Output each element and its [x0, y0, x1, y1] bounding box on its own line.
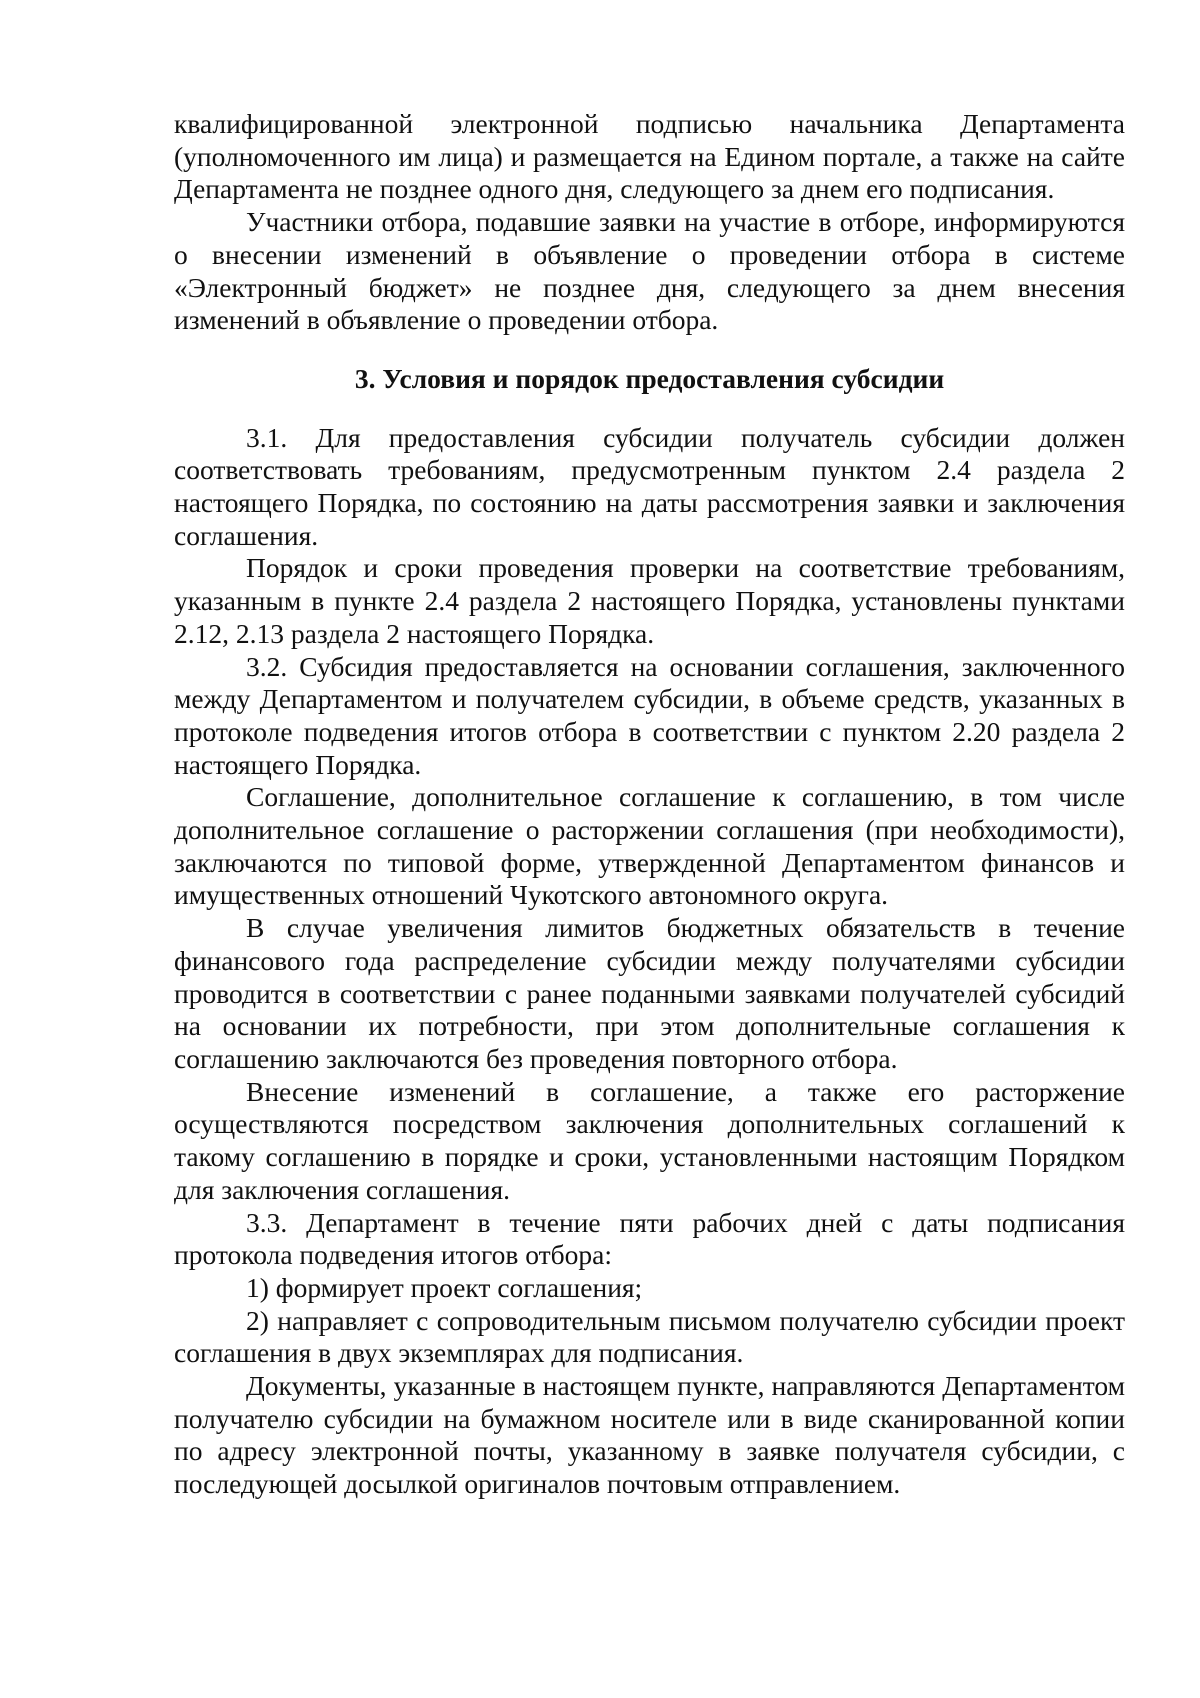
paragraph-continuation: квалифицированной электронной подписью начальника Департамента (уполномоченного им лица) и размещается на Едином портале, а также на сайте Департамента не позднее одного дня, следующего за днем его подписания. — [174, 108, 1125, 205]
section-heading: 3. Условия и порядок предоставления субсидии — [354, 362, 945, 394]
list-item-2: 2) направляет с сопроводительным письмом получателю субсидии проект соглашения в двух экземплярах для подписания. — [174, 1304, 1125, 1369]
paragraph-3-3: 3.3. Департамент в течение пяти рабочих дней с даты подписания протокола подведения итогов отбора: — [174, 1206, 1125, 1271]
paragraph-verification-procedure: Порядок и сроки проведения проверки на соответствие требованиям, указанным в пункте 2.4 раздела 2 настоящего Порядка, установлены пунктами 2.12, 2.13 раздела 2 настоящего Порядка. — [174, 552, 1125, 649]
paragraph-amendments: Внесение изменений в соглашение, а также его расторжение осуществляются посредством заключения дополнительных соглашений к такому соглашению в порядке и сроки, установленными настоящим Порядком для заключения соглашения. — [174, 1075, 1125, 1205]
paragraph-3-1: 3.1. Для предоставления субсидии получатель субсидии должен соответствовать требованиям, предусмотренным пунктом 2.4 раздела 2 настоящего Порядка, по состоянию на даты рассмотрения заявки и заключения соглашения. — [174, 421, 1125, 551]
document-body — [174, 108, 1125, 1501]
paragraph-agreement-form: Соглашение, дополнительное соглашение к соглашению, в том числе дополнительное соглашение о расторжении соглашения (при необходимости), заключаются по типовой форме, утвержденной Департаментом финансов и имущественных отношений Чукотского автономного округа. — [174, 781, 1125, 911]
paragraph-3-2: 3.2. Субсидия предоставляется на основании соглашения, заключенного между Департаментом и получателем субсидии, в объеме средств, указанных в протоколе подведения итогов отбора в соответствии с пунктом 2.20 раздела 2 настоящего Порядка. — [174, 650, 1125, 780]
list-item-1: 1) формирует проект соглашения; — [246, 1271, 643, 1303]
paragraph-documents-delivery: Документы, указанные в настоящем пункте, направляются Департаментом получателю субсидии на бумажном носителе или в виде сканированной копии по адресу электронной почты, указанному в заявке получателя субсидии, с последующей досылкой оригиналов почтовым отправлением. — [174, 1370, 1125, 1500]
paragraph-limits-increase: В случае увеличения лимитов бюджетных обязательств в течение финансового года распределение субсидии между получателями субсидии проводится в соответствии с ранее поданными заявками получателей субсидий на основании их потребности, при этом дополнительные соглашения к соглашению заключаются без проведения повторного отбора. — [174, 912, 1125, 1074]
paragraph-participants-notice: Участники отбора, подавшие заявки на участие в отборе, информируются о внесении изменений в объявление о проведении отбора в системе «Электронный бюджет» не позднее дня, следующего за днем внесения изменений в объявление о проведении отбора. — [174, 206, 1125, 336]
